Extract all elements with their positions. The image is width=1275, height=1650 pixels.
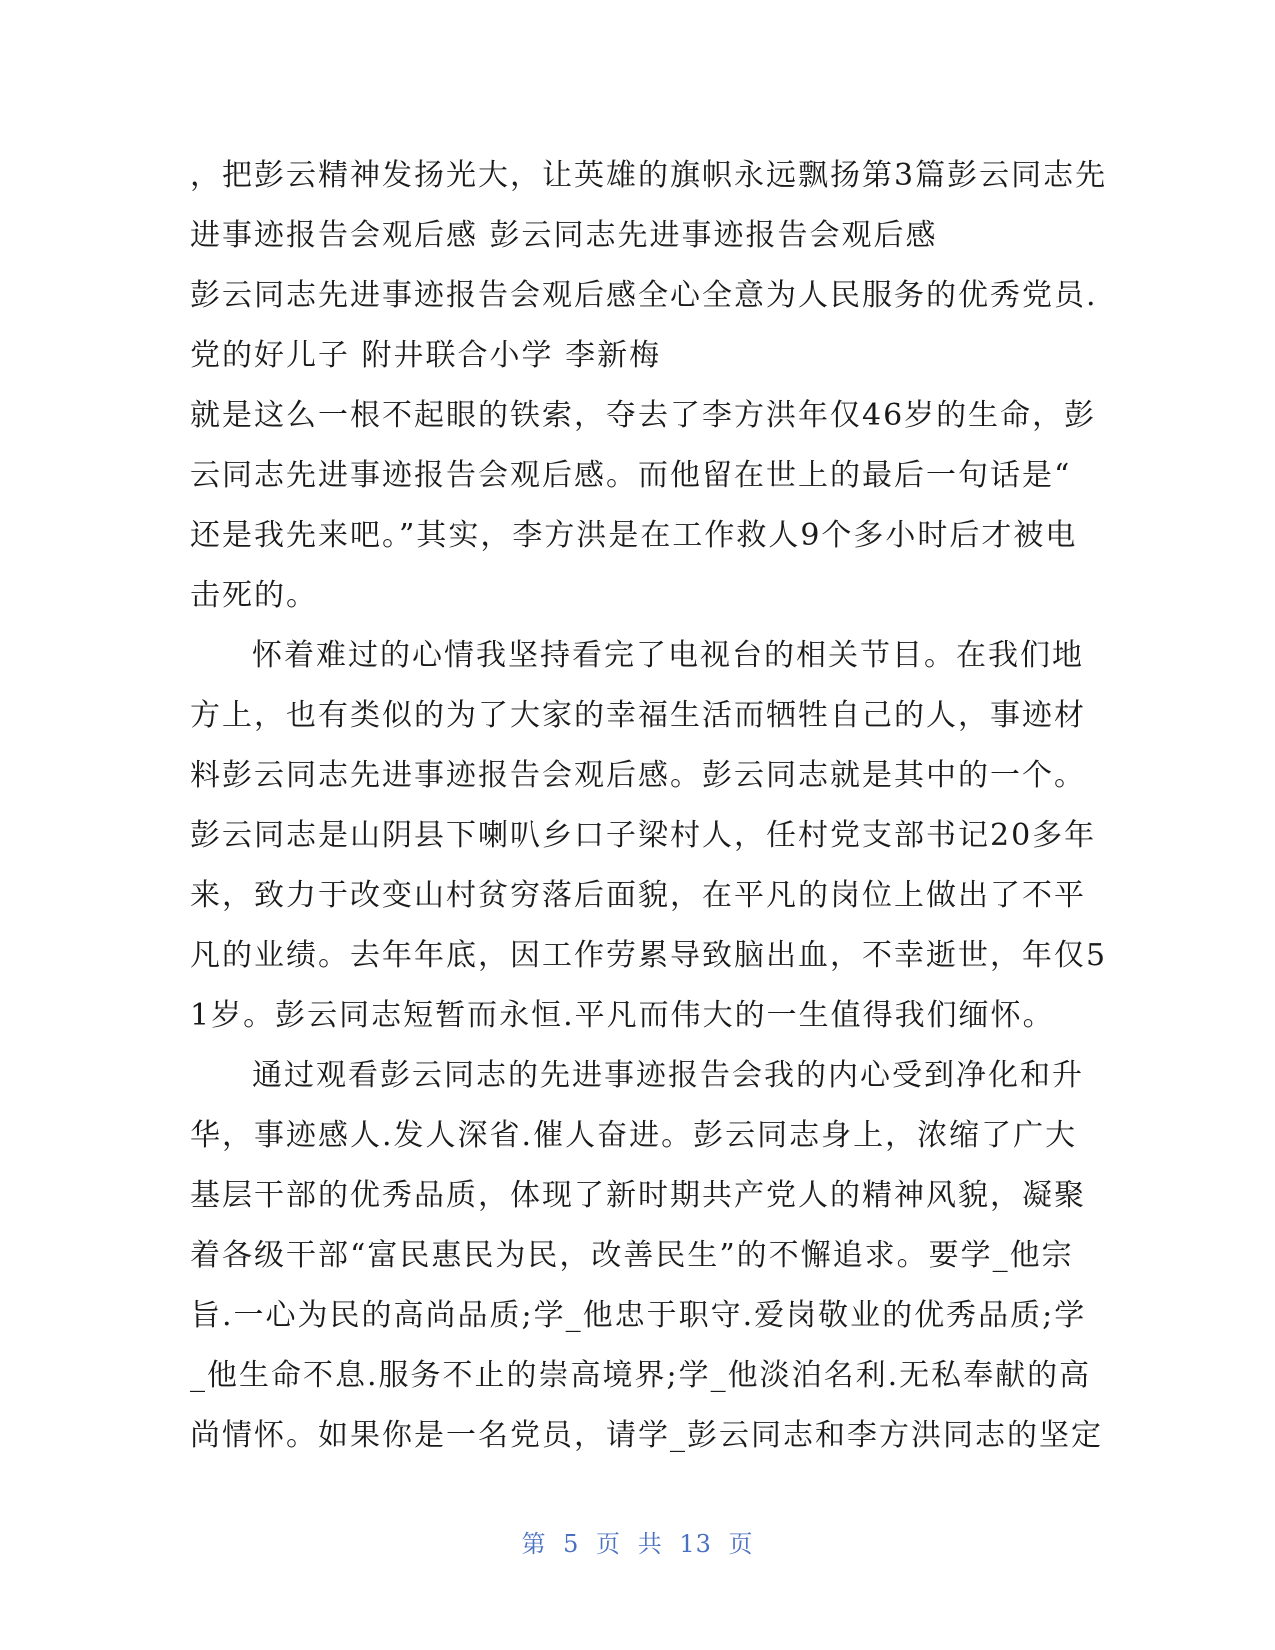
text-line: 云同志先进事迹报告会观后感。而他留在世上的最后一句话是“ <box>190 458 1072 493</box>
current-page-number: 5 <box>563 1530 580 1558</box>
paragraph-start-line: 通过观看彭云同志的先进事迹报告会我的内心受到净化和升 <box>252 1058 1084 1093</box>
text-line: 就是这么一根不起眼的铁索，夺去了李方洪年仅46岁的生命，彭 <box>190 398 1097 433</box>
text-line: 华，事迹感人.发人深省.催人奋进。彭云同志身上，浓缩了广大 <box>190 1118 1078 1153</box>
text-line: 凡的业绩。去年年底，因工作劳累导致脑出血，不幸逝世，年仅5 <box>190 938 1108 973</box>
text-line: 旨.一心为民的高尚品质;学_他忠于职守.爱岗敬业的优秀品质;学 <box>190 1298 1087 1333</box>
text-line: ，把彭云精神发扬光大，让英雄的旗帜永远飘扬第3篇彭云同志先 <box>190 158 1108 193</box>
text-line: 进事迹报告会观后感 彭云同志先进事迹报告会观后感 <box>190 218 938 253</box>
text-line: 料彭云同志先进事迹报告会观后感。彭云同志就是其中的一个。 <box>190 758 1086 793</box>
text-line: 来，致力于改变山村贫穷落后面貌，在平凡的岗位上做出了不平 <box>190 878 1086 913</box>
footer-label-ye-2: 页 <box>728 1530 754 1558</box>
footer-label-di: 第 <box>521 1530 547 1558</box>
document-body <box>190 146 1108 1466</box>
text-line: 基层干部的优秀品质，体现了新时期共产党人的精神风貌，凝聚 <box>190 1178 1086 1213</box>
text-line: 尚情怀。如果你是一名党员，请学_彭云同志和李方洪同志的坚定 <box>190 1418 1103 1453</box>
total-pages-number: 13 <box>679 1530 712 1558</box>
text-line: 着各级干部“富民惠民为民，改善民生”的不懈追求。要学_他宗 <box>190 1238 1074 1273</box>
text-line: _他生命不息.服务不止的崇高境界;学_他淡泊名利.无私奉献的高 <box>190 1358 1092 1393</box>
footer-label-gong: 共 <box>637 1530 663 1558</box>
footer-label-ye: 页 <box>596 1530 622 1558</box>
paragraph-start-line: 怀着难过的心情我坚持看完了电视台的相关节目。在我们地 <box>252 638 1084 673</box>
text-line: 还是我先来吧。”其实，李方洪是在工作救人9个多小时后才被电 <box>190 518 1078 553</box>
text-line: 1岁。彭云同志短暂而永恒.平凡而伟大的一生值得我们缅怀。 <box>190 998 1055 1033</box>
text-line: 彭云同志是山阴县下喇叭乡口子梁村人，任村党支部书记20多年 <box>190 818 1097 853</box>
text-line: 击死的。 <box>190 578 318 613</box>
text-line: 方上，也有类似的为了大家的幸福生活而牺牲自己的人，事迹材 <box>190 698 1086 733</box>
text-line: 彭云同志先进事迹报告会观后感全心全意为人民服务的优秀党员. <box>190 278 1098 313</box>
text-line: 党的好儿子 附井联合小学 李新梅 <box>190 338 662 373</box>
page-footer <box>0 1524 1275 1559</box>
